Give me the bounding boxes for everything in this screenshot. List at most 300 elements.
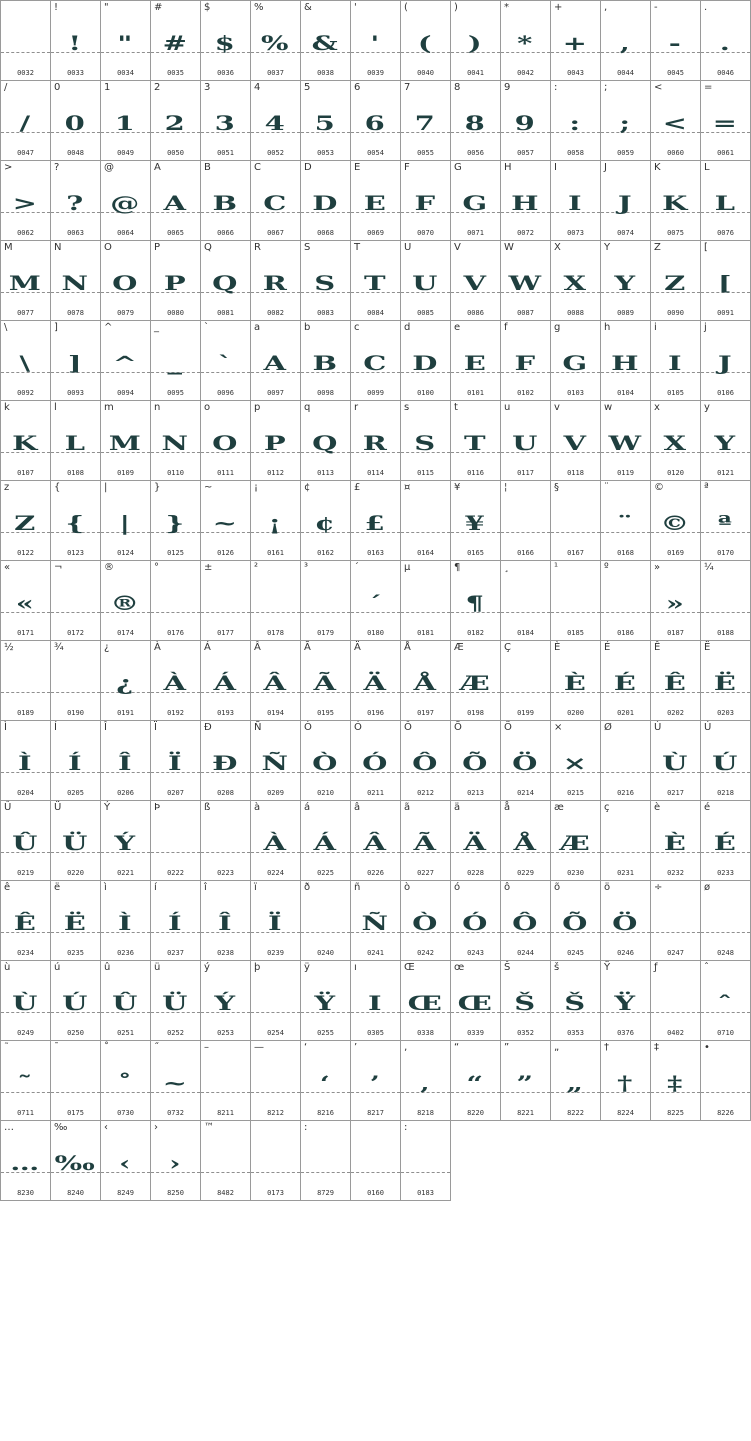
glyph-preview: Ë: [713, 671, 738, 695]
character-label: K: [654, 162, 661, 173]
character-label: M: [4, 242, 13, 253]
character-label: §: [554, 482, 559, 493]
code-point-label: 0251: [117, 1029, 134, 1037]
glyph-cell: [701, 561, 751, 641]
character-label: Ê: [654, 642, 661, 653]
glyph-cell: [701, 641, 751, 721]
glyph-preview: [: [717, 271, 734, 295]
glyph-preview: K: [12, 431, 39, 455]
glyph-cell: [1, 241, 51, 321]
character-label: “: [454, 1042, 460, 1053]
glyph-preview: F: [414, 191, 437, 215]
glyph-preview: ?: [66, 191, 85, 215]
glyph-preview: P: [163, 271, 188, 295]
glyph-cell: [101, 1121, 151, 1201]
glyph-cell: [151, 881, 201, 961]
code-point-label: 0110: [167, 469, 184, 477]
character-label: Û: [4, 802, 12, 813]
code-point-label: 0175: [67, 1109, 84, 1117]
baseline-guide: [701, 612, 750, 613]
glyph-preview: {: [65, 511, 86, 535]
character-label: ã: [404, 802, 411, 813]
character-label: ×: [554, 722, 563, 733]
code-point-label: 0086: [467, 309, 484, 317]
code-point-label: 0730: [117, 1109, 134, 1117]
glyph-preview: ;: [619, 111, 632, 135]
glyph-preview: »: [665, 591, 686, 615]
character-label: 0: [54, 82, 61, 93]
code-point-label: 0054: [367, 149, 384, 157]
glyph-preview: ¿: [116, 671, 135, 695]
code-point-label: 0084: [367, 309, 384, 317]
character-label: _: [154, 322, 159, 333]
glyph-cell: [401, 321, 451, 401]
code-point-label: 0034: [117, 69, 134, 77]
character-label: c: [354, 322, 360, 333]
baseline-guide: [151, 612, 200, 613]
glyph-cell: [551, 481, 601, 561]
character-label: |: [104, 482, 108, 493]
glyph-preview: À: [263, 831, 288, 855]
code-point-label: 0053: [317, 149, 334, 157]
glyph-cell: [151, 1041, 201, 1121]
baseline-guide: [401, 1172, 450, 1173]
character-label: b: [304, 322, 311, 333]
character-label: ù: [4, 962, 11, 973]
code-point-label: 0090: [667, 309, 684, 317]
glyph-cell: [301, 321, 351, 401]
code-point-label: 0093: [67, 389, 84, 397]
code-point-label: 0223: [217, 869, 234, 877]
glyph-preview: ’: [369, 1071, 382, 1095]
glyph-preview: Â: [263, 671, 288, 695]
code-point-label: 8226: [717, 1109, 734, 1117]
glyph-preview: I: [567, 191, 583, 215]
glyph-preview: 5: [314, 111, 337, 135]
code-point-label: 0190: [67, 709, 84, 717]
character-label: ‹: [104, 1122, 108, 1133]
glyph-cell: [151, 81, 201, 161]
code-point-label: 0123: [67, 549, 84, 557]
character-label: {: [54, 482, 61, 493]
code-point-label: 0218: [717, 789, 734, 797]
glyph-cell: [401, 481, 451, 561]
glyph-cell: [501, 561, 551, 641]
code-point-label: 0069: [367, 229, 384, 237]
character-label: Õ: [454, 722, 462, 733]
glyph-preview: R: [262, 271, 289, 295]
glyph-cell: [401, 1041, 451, 1121]
code-point-label: 0402: [667, 1029, 684, 1037]
glyph-preview: Ä: [363, 671, 388, 695]
code-point-label: 0075: [667, 229, 684, 237]
glyph-cell: [701, 881, 751, 961]
glyph-cell: [101, 561, 151, 641]
character-label: ê: [4, 882, 11, 893]
glyph-cell: [251, 721, 301, 801]
code-point-label: 0203: [717, 709, 734, 717]
glyph-preview: I: [667, 351, 683, 375]
glyph-cell: [151, 801, 201, 881]
glyph-preview: ˚: [117, 1071, 134, 1095]
character-label: o: [204, 402, 211, 413]
code-point-label: 0063: [67, 229, 84, 237]
glyph-cell: [301, 1121, 351, 1201]
code-point-label: 0087: [517, 309, 534, 317]
code-point-label: 0162: [317, 549, 334, 557]
code-point-label: 0092: [17, 389, 34, 397]
glyph-cell: [351, 881, 401, 961]
glyph-preview: Í: [67, 751, 83, 775]
glyph-cell: [601, 161, 651, 241]
glyph-cell: [201, 961, 251, 1041]
character-label: ›: [154, 1122, 158, 1133]
code-point-label: 0177: [217, 629, 234, 637]
glyph-preview: ]: [67, 351, 84, 375]
glyph-cell: [51, 641, 101, 721]
character-label: í: [154, 882, 157, 893]
character-label: ˆ: [704, 962, 709, 973]
code-point-label: 0107: [17, 469, 34, 477]
glyph-preview: V: [463, 271, 488, 295]
glyph-preview: #: [162, 31, 189, 55]
character-label: ¬: [54, 562, 63, 573]
code-point-label: 0118: [567, 469, 584, 477]
glyph-cell: [1, 561, 51, 641]
character-label: ^: [104, 322, 113, 333]
code-point-label: 0205: [67, 789, 84, 797]
code-point-label: 0058: [567, 149, 584, 157]
glyph-cell: [451, 641, 501, 721]
character-label: u: [504, 402, 511, 413]
glyph-preview: Ä: [463, 831, 488, 855]
glyph-preview: J: [617, 191, 634, 215]
character-label: C: [254, 162, 261, 173]
glyph-cell: [101, 961, 151, 1041]
glyph-cell: [1, 801, 51, 881]
character-label: ÿ: [304, 962, 310, 973]
character-label: ó: [454, 882, 461, 893]
code-point-label: 0732: [167, 1109, 184, 1117]
character-label: l: [54, 402, 57, 413]
code-point-label: 0250: [67, 1029, 84, 1037]
code-point-label: 8221: [517, 1109, 534, 1117]
glyph-cell: [151, 961, 201, 1041]
baseline-guide: [501, 532, 550, 533]
glyph-cell: [401, 1121, 451, 1201]
code-point-label: 0094: [117, 389, 134, 397]
glyph-preview: S: [314, 271, 337, 295]
baseline-guide: [301, 932, 350, 933]
glyph-preview: Œ: [457, 991, 494, 1015]
glyph-preview: Ÿ: [614, 991, 637, 1015]
glyph-cell: [651, 1, 701, 81]
glyph-cell: [451, 321, 501, 401]
character-label: ‘: [304, 1042, 308, 1053]
glyph-cell: [651, 161, 701, 241]
glyph-preview: ‰: [54, 1151, 97, 1175]
code-point-label: 0235: [67, 949, 84, 957]
code-point-label: 0061: [717, 149, 734, 157]
baseline-guide: [1, 692, 50, 693]
glyph-preview: (: [417, 31, 434, 55]
glyph-cell: [501, 881, 551, 961]
code-point-label: 0089: [617, 309, 634, 317]
code-point-label: 0077: [17, 309, 34, 317]
glyph-cell: [701, 161, 751, 241]
character-label: ü: [154, 962, 161, 973]
character-label: û: [104, 962, 111, 973]
code-point-label: 0163: [367, 549, 384, 557]
code-point-label: 0228: [467, 869, 484, 877]
code-point-label: 0104: [617, 389, 634, 397]
character-label: Y: [604, 242, 611, 253]
glyph-cell: [451, 481, 501, 561]
code-point-label: 0191: [117, 709, 134, 717]
character-label: &: [304, 2, 312, 13]
code-point-label: 0116: [467, 469, 484, 477]
glyph-cell: [51, 241, 101, 321]
baseline-guide: [401, 612, 450, 613]
code-point-label: 0040: [417, 69, 434, 77]
character-label: g: [554, 322, 561, 333]
code-point-label: 0041: [467, 69, 484, 77]
glyph-cell: [701, 481, 751, 561]
glyph-cell: [651, 401, 701, 481]
baseline-guide: [201, 1092, 250, 1093]
glyph-cell: [501, 481, 551, 561]
glyph-preview: N: [61, 271, 90, 295]
glyph-cell: [201, 1, 251, 81]
code-point-label: 0073: [567, 229, 584, 237]
glyph-cell: [451, 881, 501, 961]
glyph-cell: [601, 241, 651, 321]
code-point-label: 0216: [617, 789, 634, 797]
glyph-preview: ‹: [118, 1151, 133, 1175]
glyph-cell: [301, 881, 351, 961]
code-point-label: 0091: [717, 309, 734, 317]
glyph-preview: O: [112, 271, 139, 295]
glyph-preview: _: [167, 351, 184, 375]
glyph-preview: Ü: [62, 831, 89, 855]
glyph-cell: [601, 961, 651, 1041]
character-label: 3: [204, 82, 211, 93]
character-label: þ: [254, 962, 261, 973]
glyph-preview: Ð: [212, 751, 239, 775]
glyph-preview: !: [68, 31, 83, 55]
glyph-cell: [451, 961, 501, 1041]
code-point-label: 0253: [217, 1029, 234, 1037]
code-point-label: 0081: [217, 309, 234, 317]
glyph-cell: [151, 641, 201, 721]
code-point-label: 0045: [667, 69, 684, 77]
code-point-label: 0108: [67, 469, 84, 477]
character-label: B: [204, 162, 211, 173]
code-point-label: 0221: [117, 869, 134, 877]
baseline-guide: [301, 1172, 350, 1173]
glyph-cell: [701, 721, 751, 801]
character-label: Q: [204, 242, 212, 253]
baseline-guide: [601, 852, 650, 853]
character-label: é: [704, 802, 711, 813]
code-point-label: 0248: [717, 949, 734, 957]
glyph-preview: G: [562, 351, 589, 375]
code-point-label: 0184: [517, 629, 534, 637]
character-label: +: [554, 2, 563, 13]
code-point-label: 0168: [617, 549, 634, 557]
character-label: $: [204, 2, 211, 13]
baseline-guide: [651, 1012, 700, 1013]
character-label: D: [304, 162, 312, 173]
character-label: Š: [504, 962, 511, 973]
code-point-label: 0197: [417, 709, 434, 717]
character-label: õ: [554, 882, 561, 893]
glyph-preview: …: [10, 1151, 41, 1175]
character-label: Í: [54, 722, 57, 733]
glyph-cell: [201, 401, 251, 481]
glyph-cell: [351, 1121, 401, 1201]
glyph-cell: [351, 241, 401, 321]
code-point-label: 0106: [717, 389, 734, 397]
glyph-preview: É: [613, 671, 638, 695]
character-label: ©: [654, 482, 664, 493]
character-label: ¤: [404, 482, 411, 493]
glyph-cell: [251, 1121, 301, 1201]
code-point-label: 8220: [467, 1109, 484, 1117]
glyph-cell: [51, 81, 101, 161]
code-point-label: 0192: [167, 709, 184, 717]
glyph-preview: ª: [717, 511, 734, 535]
character-label: a: [254, 322, 261, 333]
glyph-cell: [201, 721, 251, 801]
glyph-cell: [651, 961, 701, 1041]
code-point-label: 0037: [267, 69, 284, 77]
character-label: (: [404, 2, 408, 13]
glyph-preview: .: [719, 31, 732, 55]
character-label: †: [604, 1042, 609, 1053]
code-point-label: 0059: [617, 149, 634, 157]
glyph-cell: [601, 641, 651, 721]
code-point-label: 0117: [517, 469, 534, 477]
glyph-cell: [401, 81, 451, 161]
character-label: Æ: [454, 642, 464, 653]
code-point-label: 0209: [267, 789, 284, 797]
character-label: ˝: [154, 1042, 159, 1053]
glyph-preview: @: [110, 191, 141, 215]
character-label: w: [604, 402, 613, 413]
baseline-guide: [151, 852, 200, 853]
glyph-preview: †: [617, 1071, 634, 1095]
code-point-label: 0065: [167, 229, 184, 237]
code-point-label: 0180: [367, 629, 384, 637]
code-point-label: 0226: [367, 869, 384, 877]
character-label: «: [4, 562, 11, 573]
baseline-guide: [251, 612, 300, 613]
glyph-preview: Å: [513, 831, 538, 855]
character-label: ¸: [504, 562, 509, 573]
glyph-preview: ¨: [617, 511, 634, 535]
glyph-cell: [251, 241, 301, 321]
glyph-preview: R: [362, 431, 389, 455]
glyph-preview: ¢: [314, 511, 337, 535]
code-point-label: 0255: [317, 1029, 334, 1037]
glyph-cell: [1, 1, 51, 81]
glyph-preview: È: [663, 831, 688, 855]
glyph-preview: |: [119, 511, 132, 535]
character-label: ½: [4, 642, 14, 653]
glyph-cell: [551, 81, 601, 161]
glyph-preview: F: [514, 351, 537, 375]
character-label: ÷: [654, 882, 663, 893]
glyph-preview: 2: [164, 111, 187, 135]
code-point-label: 0039: [367, 69, 384, 77]
baseline-guide: [551, 532, 600, 533]
glyph-cell: [451, 81, 501, 161]
character-label: 5: [304, 82, 311, 93]
character-label: ¦: [504, 482, 508, 493]
glyph-preview: Ú: [62, 991, 89, 1015]
code-point-label: 0215: [567, 789, 584, 797]
character-label: à: [254, 802, 261, 813]
glyph-cell: [701, 401, 751, 481]
code-point-label: 8729: [317, 1189, 334, 1197]
code-point-label: 0194: [267, 709, 284, 717]
glyph-cell: [451, 1, 501, 81]
code-point-label: 0088: [567, 309, 584, 317]
baseline-guide: [201, 852, 250, 853]
glyph-preview: 8: [464, 111, 487, 135]
glyph-preview: ‡: [667, 1071, 684, 1095]
glyph-cell: [451, 161, 501, 241]
code-point-label: 0187: [667, 629, 684, 637]
character-label: r: [354, 402, 359, 413]
glyph-preview: Ú: [712, 751, 739, 775]
glyph-preview: “: [466, 1071, 485, 1095]
code-point-label: 0078: [67, 309, 84, 317]
glyph-cell: [651, 881, 701, 961]
glyph-preview: Y: [614, 271, 637, 295]
glyph-preview: M: [8, 271, 43, 295]
baseline-guide: [51, 1092, 100, 1093]
character-label: v: [554, 402, 560, 413]
character-label: f: [504, 322, 508, 333]
character-label: -: [654, 2, 658, 13]
character-label: ™: [204, 1122, 214, 1133]
character-label: æ: [554, 802, 564, 813]
glyph-preview: U: [412, 271, 439, 295]
glyph-preview: 6: [364, 111, 387, 135]
character-label: Ù: [654, 722, 662, 733]
glyph-cell: [101, 1041, 151, 1121]
glyph-preview: ¥: [464, 511, 487, 535]
character-label: è: [654, 802, 661, 813]
glyph-preview: V: [563, 431, 588, 455]
glyph-preview: ×: [562, 751, 589, 775]
character-label: Ô: [404, 722, 412, 733]
code-point-label: 0100: [417, 389, 434, 397]
glyph-cell: [1, 641, 51, 721]
code-point-label: 0199: [517, 709, 534, 717]
glyph-cell: [301, 161, 351, 241]
glyph-cell: [401, 401, 451, 481]
glyph-preview: 1: [114, 111, 137, 135]
character-label: ï: [254, 882, 257, 893]
character-label: ú: [54, 962, 61, 973]
character-label: Þ: [154, 802, 161, 813]
glyph-preview: Ó: [462, 911, 489, 935]
glyph-cell: [551, 1, 601, 81]
glyph-cell: [451, 721, 501, 801]
